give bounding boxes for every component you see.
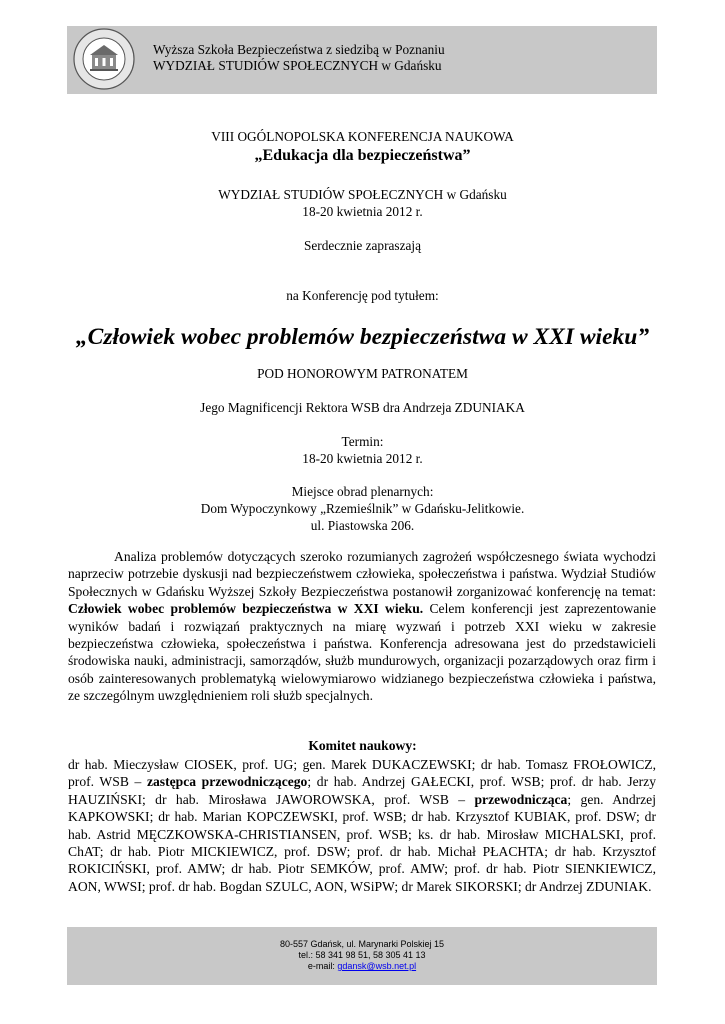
conference-dates: 18-20 kwietnia 2012 r.	[302, 204, 423, 219]
letterhead	[67, 26, 657, 94]
committee-text-1: dr hab. Mieczysław CIOSEK, prof. UG; gen. Marek DUKACZEWSKI; dr hab. Tomasz FROŁOWICZ, prof. WSB –	[68, 757, 656, 790]
conference-name: „Edukacja dla bezpieczeństwa”	[254, 147, 471, 164]
committee-list	[68, 756, 656, 895]
committee-role-deputy: zastępca przewodniczącego	[146, 774, 308, 790]
footer-phone: tel.: 58 341 98 51, 58 305 41 13	[298, 950, 426, 960]
description-bold-title: Człowiek wobec problemów bezpieczeństwa w XXI wieku.	[68, 601, 424, 617]
description-paragraph	[68, 548, 656, 705]
venue-label: Miejsce obrad plenarnych:	[291, 484, 434, 499]
committee-text-3: ; gen. Andrzej KAPKOWSKI; dr hab. Marian KOPCZEWSKI, prof. WSB; dr hab. Krzysztof KUBIAK, prof. DSW; dr hab. Astrid MĘCZKOWSKA-CHRISTIANSEN, prof. WSB; ks. dr hab. Mirosław MICHALSKI, prof. ChAT; dr hab. Piotr MICKIEWICZ, prof. DSW; prof. dr hab. Michał PŁACHTA; dr hab. Krzysztof ROKICIŃSKI, prof. AMW; dr hab. Piotr SEMKÓW, prof. AMW; prof. dr hab. Piotr SIENKIEWICZ, AON, WWSI; prof. dr hab. Bogdan SZULC, AON, WSiPW; dr Marek SIKORSKI; dr Andrzej ZDUNIAK.	[68, 791, 656, 894]
conference-title: „Człowiek wobec problemów bezpieczeństwa w XXI wieku”	[75, 324, 650, 350]
committee-title: Komitet naukowy:	[308, 738, 417, 753]
venue-street: ul. Piastowska 206.	[310, 518, 415, 533]
conference-line: VIII OGÓLNOPOLSKA KONFERENCJA NAUKOWA	[211, 129, 514, 144]
description-text-1: Analiza problemów dotyczących szeroko rozumianych zagrożeń współczesnego świata wychodzi naprzeciw potrzebie dyskusji nad bezpieczeństwem człowieka, społeczeństwa i państwa. Wydział Studiów Społecznych w Gdańsku Wyższej Szkoły Bezpieczeństwa postanowił zorganizować konferencję na temat:	[68, 549, 656, 599]
university-seal-icon	[73, 28, 135, 90]
footer	[67, 927, 657, 985]
invitation-line: Serdecznie zapraszają	[303, 238, 421, 253]
description-text-2: Celem konferencji jest zaprezentowanie wyników badań i rozwiązań praktycznych na miarę wyzwań i potrzeb XXI wieku w zakresie bezpieczeństwa człowieka, społeczeństwa i państwa. Konferencja adresowana jest do przedstawicieli środowiska nauki, administracji, samorządów, służb mundurowych, organizacji pozarządowych oraz firm i osób zainteresowanych problematyką wielowymiarowo widzianego bezpieczeństwa człowieka i państwa, ze szczególnym uwzględnieniem roli służb specjalnych.	[68, 601, 656, 704]
faculty-line: WYDZIAŁ STUDIÓW SPOŁECZNYCH w Gdańsku	[218, 187, 507, 202]
patron-name: Jego Magnificencji Rektora WSB dra Andrzeja ZDUNIAKA	[200, 400, 525, 415]
term-label: Termin:	[341, 434, 384, 449]
venue-place: Dom Wypoczynkowy „Rzemieślnik” w Gdańsku-Jelitkowie.	[200, 501, 525, 516]
header-line-1: Wyższa Szkoła Bezpieczeństwa z siedzibą w Poznaniu	[153, 42, 445, 57]
header-line-2: WYDZIAŁ STUDIÓW SPOŁECZNYCH w Gdańsku	[153, 58, 442, 73]
footer-email-link[interactable]: gdansk@wsb.net.pl	[337, 961, 417, 971]
committee-role-chair: przewodnicząca	[474, 791, 568, 807]
committee-text-2: ; dr hab. Andrzej GAŁECKI, prof. WSB; prof. dr hab. Jerzy HAUZIŃSKI; dr hab. Mirosława JAWOROWSKA, prof. WSB –	[68, 774, 656, 807]
footer-address: 80-557 Gdańsk, ul. Marynarki Polskiej 15	[279, 939, 445, 949]
footer-email-label: e-mail:	[307, 961, 338, 971]
conference-intro: na Konferencję pod tytułem:	[286, 288, 439, 303]
patronage-label: POD HONOROWYM PATRONATEM	[257, 366, 468, 381]
footer-email-line	[67, 961, 657, 972]
term-value: 18-20 kwietnia 2012 r.	[302, 451, 423, 466]
